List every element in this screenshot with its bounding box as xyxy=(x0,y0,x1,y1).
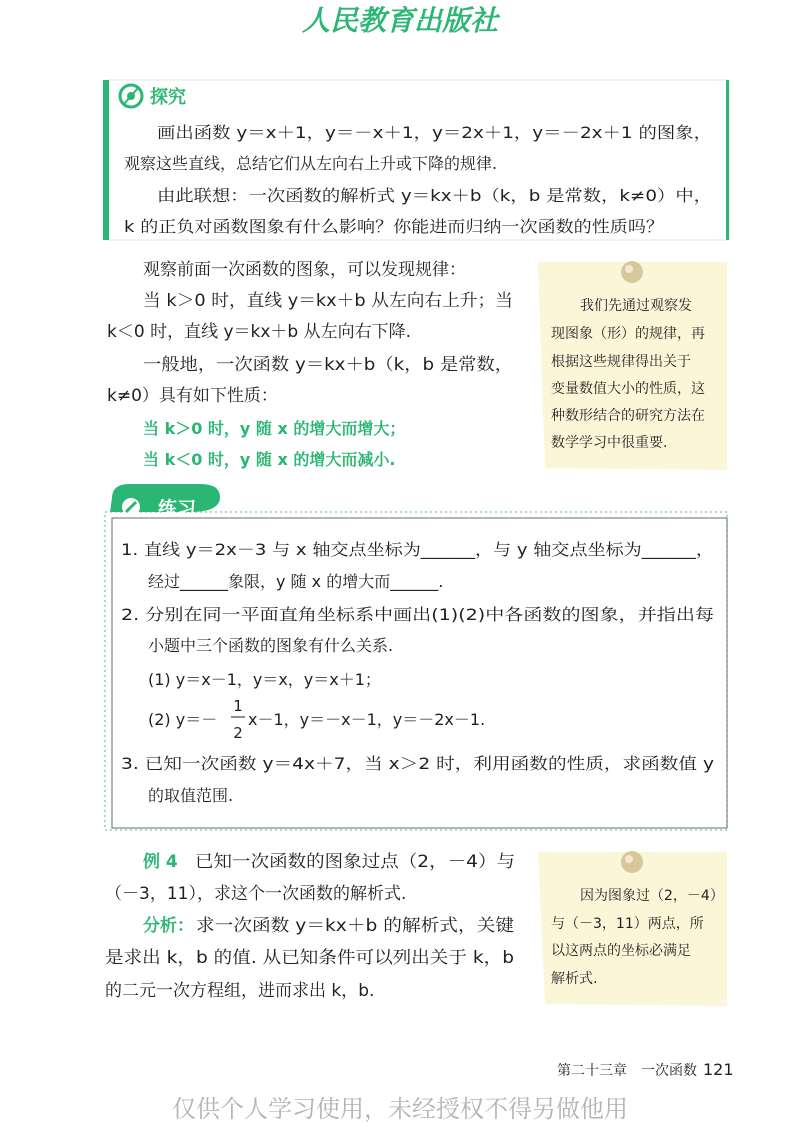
note-line: 现图象（形）的规律，再 xyxy=(551,326,705,342)
fraction-denominator: 2 xyxy=(233,724,243,742)
pin-icon xyxy=(621,851,643,873)
main-line: 一般地，一次函数 y＝kx＋b（k，b 是常数， xyxy=(143,355,513,375)
main-line: k＜0 时，直线 y＝kx＋b 从左向右下降. xyxy=(107,322,412,342)
explore-line: 由此联想：一次函数的解析式 y＝kx＋b（k，b 是常数，k≠0）中， xyxy=(157,186,712,205)
note-line: 解析式. xyxy=(551,971,598,987)
publisher-logo: 人民教育出版社 xyxy=(301,4,499,37)
note-line: 根据这些规律得出关于 xyxy=(551,354,691,370)
example-line: 已知一次函数的图象过点（2，－4）与 xyxy=(195,852,515,872)
explore-line: k 的正负对函数图象有什么影响？你能进而归纳一次函数的性质吗？ xyxy=(124,217,664,236)
note-line: 数学学习中很重要. xyxy=(551,435,668,451)
property-decreasing: 当 k＜0 时，y 随 x 的增大而减小. xyxy=(143,450,396,469)
q2-2-prefix: (2) y＝－ xyxy=(148,710,218,729)
practice-q3-cont: 的取值范围. xyxy=(148,786,234,805)
example-4 xyxy=(105,851,515,1001)
page-number: 121 xyxy=(703,1060,734,1079)
explore-line: 观察这些直线，总结它们从左向右上升或下降的规律. xyxy=(124,154,498,173)
practice-q2-1: (1) y＝x－1，y＝x，y＝x＋1； xyxy=(148,670,381,689)
note-line: 以这两点的坐标必满足 xyxy=(551,943,691,959)
practice-q2-cont: 小题中三个函数的图象有什么关系. xyxy=(148,636,394,655)
note-line: 因为图象过（2，－4） xyxy=(580,888,724,904)
pencil-icon xyxy=(122,498,140,516)
main-line: 观察前面一次函数的图象，可以发现规律： xyxy=(143,260,466,280)
example-label: 例 4 xyxy=(143,852,178,872)
fraction-numerator: 1 xyxy=(233,697,243,715)
q2-2-suffix: x－1，y＝－x－1，y＝－2x－1. xyxy=(248,710,486,729)
property-increasing: 当 k＞0 时，y 随 x 的增大而增大； xyxy=(143,419,406,438)
note-line: 种数形结合的研究方法在 xyxy=(551,408,705,424)
analysis-line: 是求出 k，b 的值. 从已知条件可以列出关于 k，b xyxy=(105,948,514,968)
watermark: 仅供个人学习使用，未经授权不得另做他用 xyxy=(172,1095,628,1123)
practice-q1-cont: 经过______象限，y 随 x 的增大而______. xyxy=(148,572,444,591)
side-note-2 xyxy=(538,851,727,1006)
analysis-label: 分析： xyxy=(143,916,194,936)
analysis-line: 的二元一次方程组，进而求出 k，b. xyxy=(105,981,375,1001)
practice-q2: 2. 分别在同一平面直角坐标系中画出(1)(2)中各函数的图象，并指出每 xyxy=(121,605,714,624)
chapter-title: 第二十三章 一次函数 xyxy=(557,1063,697,1079)
note-line: 变量数值大小的性质，这 xyxy=(551,381,705,397)
pin-icon xyxy=(621,261,643,283)
note-line: 我们先通过观察发 xyxy=(580,298,692,314)
explore-title: 探究 xyxy=(150,87,186,108)
explore-section xyxy=(103,80,729,240)
practice-title: 练习 xyxy=(158,498,197,520)
explore-line: 画出函数 y＝x＋1，y＝－x＋1，y＝2x＋1，y＝－2x＋1 的图象， xyxy=(157,123,712,142)
practice-q3: 3. 已知一次函数 y＝4x＋7，当 x＞2 时，利用函数的性质，求函数值 y xyxy=(121,754,714,773)
main-line: 当 k＞0 时，直线 y＝kx＋b 从左向右上升；当 xyxy=(143,291,513,311)
example-line: （－3，11），求这个一次函数的解析式. xyxy=(105,884,407,904)
side-note-1 xyxy=(538,261,727,470)
main-line: k≠0）具有如下性质： xyxy=(107,386,278,406)
note-line: 与（－3，11）两点，所 xyxy=(551,916,704,932)
practice-q1: 1. 直线 y＝2x－3 与 x 轴交点坐标为______，与 y 轴交点坐标为______， xyxy=(121,540,647,559)
main-text xyxy=(107,260,513,470)
practice-section xyxy=(105,484,727,830)
analysis-line: 求一次函数 y＝kx＋b 的解析式，关键 xyxy=(196,916,514,936)
